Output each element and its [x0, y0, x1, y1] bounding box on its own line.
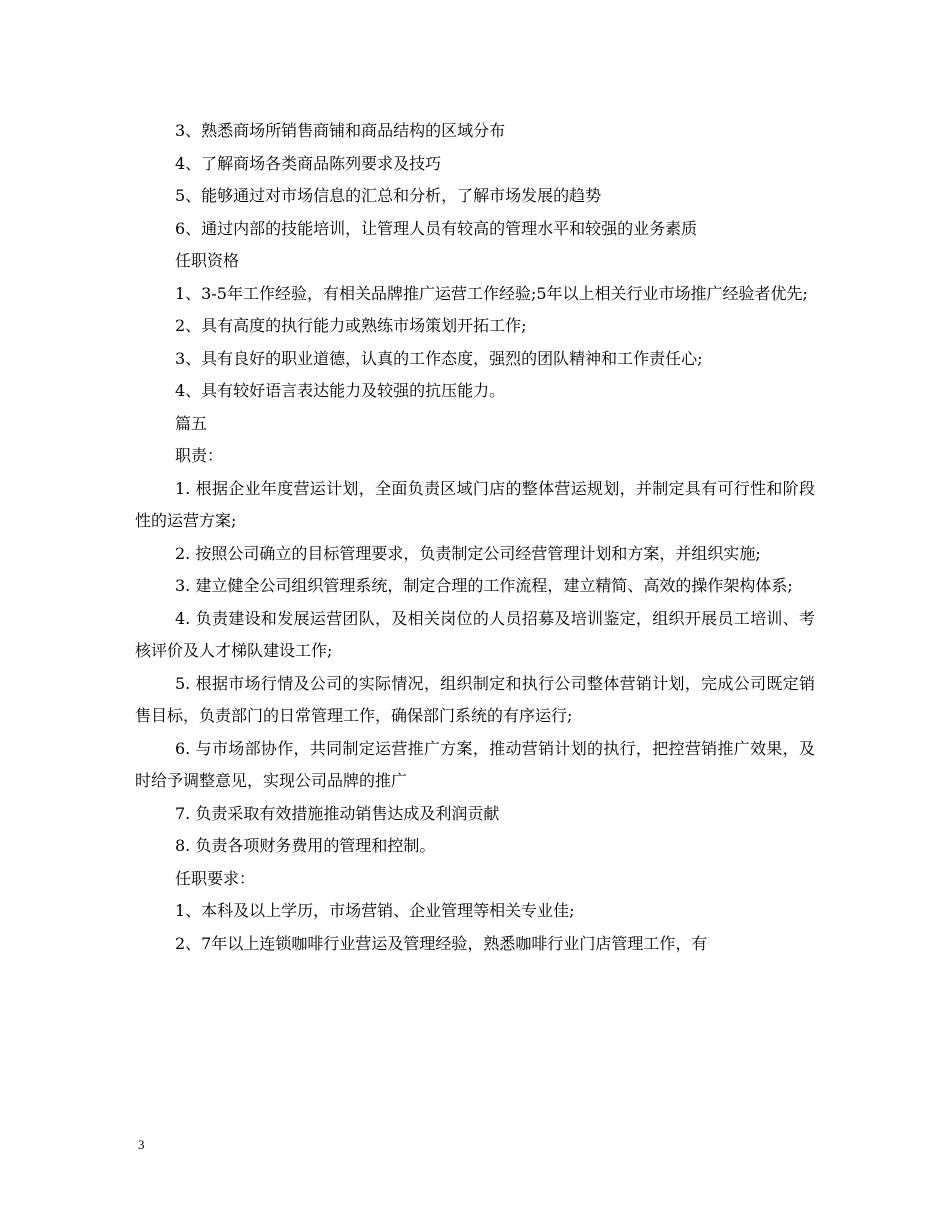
paragraph: 3、具有良好的职业道德，认真的工作态度，强烈的团队精神和工作责任心; — [175, 348, 703, 368]
section-heading: 任职要求： — [175, 868, 256, 888]
section-heading: 篇五 — [175, 413, 208, 433]
paragraph: 2. 按照公司确立的目标管理要求，负责制定公司经营管理计划和方案，并组织实施; — [175, 543, 761, 563]
paragraph: 2、7年以上连锁咖啡行业营运及管理经验，熟悉咖啡行业门店管理工作，有 — [175, 933, 708, 953]
paragraph: 8. 负责各项财务费用的管理和控制。 — [175, 836, 436, 855]
paragraph: 1. 根据企业年度营运计划，全面负责区域门店的整体营运规划，并制定具有可行性和阶段性的运营方案; — [135, 478, 815, 530]
paragraph: 4. 负责建设和发展运营团队，及相关岗位的人员招募及培训鉴定，组织开展员工培训、考核评价及人才梯队建设工作; — [135, 608, 815, 660]
paragraph: 4、具有较好语言表达能力及较强的抗压能力。 — [175, 381, 506, 400]
paragraph: 2、具有高度的执行能力或熟练市场策划开拓工作; — [175, 316, 527, 335]
paragraph: 1、3-5年工作经验，有相关品牌推广运营工作经验;5年以上相关行业市场推广经验者优先; — [175, 283, 808, 303]
paragraph: 4、了解商场各类商品陈列要求及技巧 — [175, 153, 442, 173]
paragraph: 3. 建立健全公司组织管理系统，制定合理的工作流程，建立精简、高效的操作架构体系; — [175, 576, 793, 595]
document-body — [135, 115, 815, 960]
section-heading: 职责： — [175, 446, 224, 465]
paragraph: 6、通过内部的技能培训，让管理人员有较高的管理水平和较强的业务素质 — [175, 218, 698, 238]
paragraph: 6. 与市场部协作，共同制定运营推广方案，推动营销计划的执行，把控营销推广效果，及时给予调整意见，实现公司品牌的推广 — [135, 738, 815, 790]
page-number: 3 — [138, 1137, 145, 1152]
paragraph: 3、熟悉商场所销售商铺和商品结构的区域分布 — [175, 121, 506, 140]
paragraph: 1、本科及以上学历，市场营销、企业管理等相关专业佳; — [175, 901, 575, 920]
section-heading: 任职资格 — [175, 251, 240, 270]
paragraph: 5、能够通过对市场信息的汇总和分析，了解市场发展的趋势 — [175, 186, 602, 205]
paragraph: 5. 根据市场行情及公司的实际情况，组织制定和执行公司整体营销计划，完成公司既定销售目标，负责部门的日常管理工作，确保部门系统的有序运行; — [135, 673, 815, 725]
paragraph: 7. 负责采取有效措施推动销售达成及利润贡献 — [175, 803, 500, 823]
